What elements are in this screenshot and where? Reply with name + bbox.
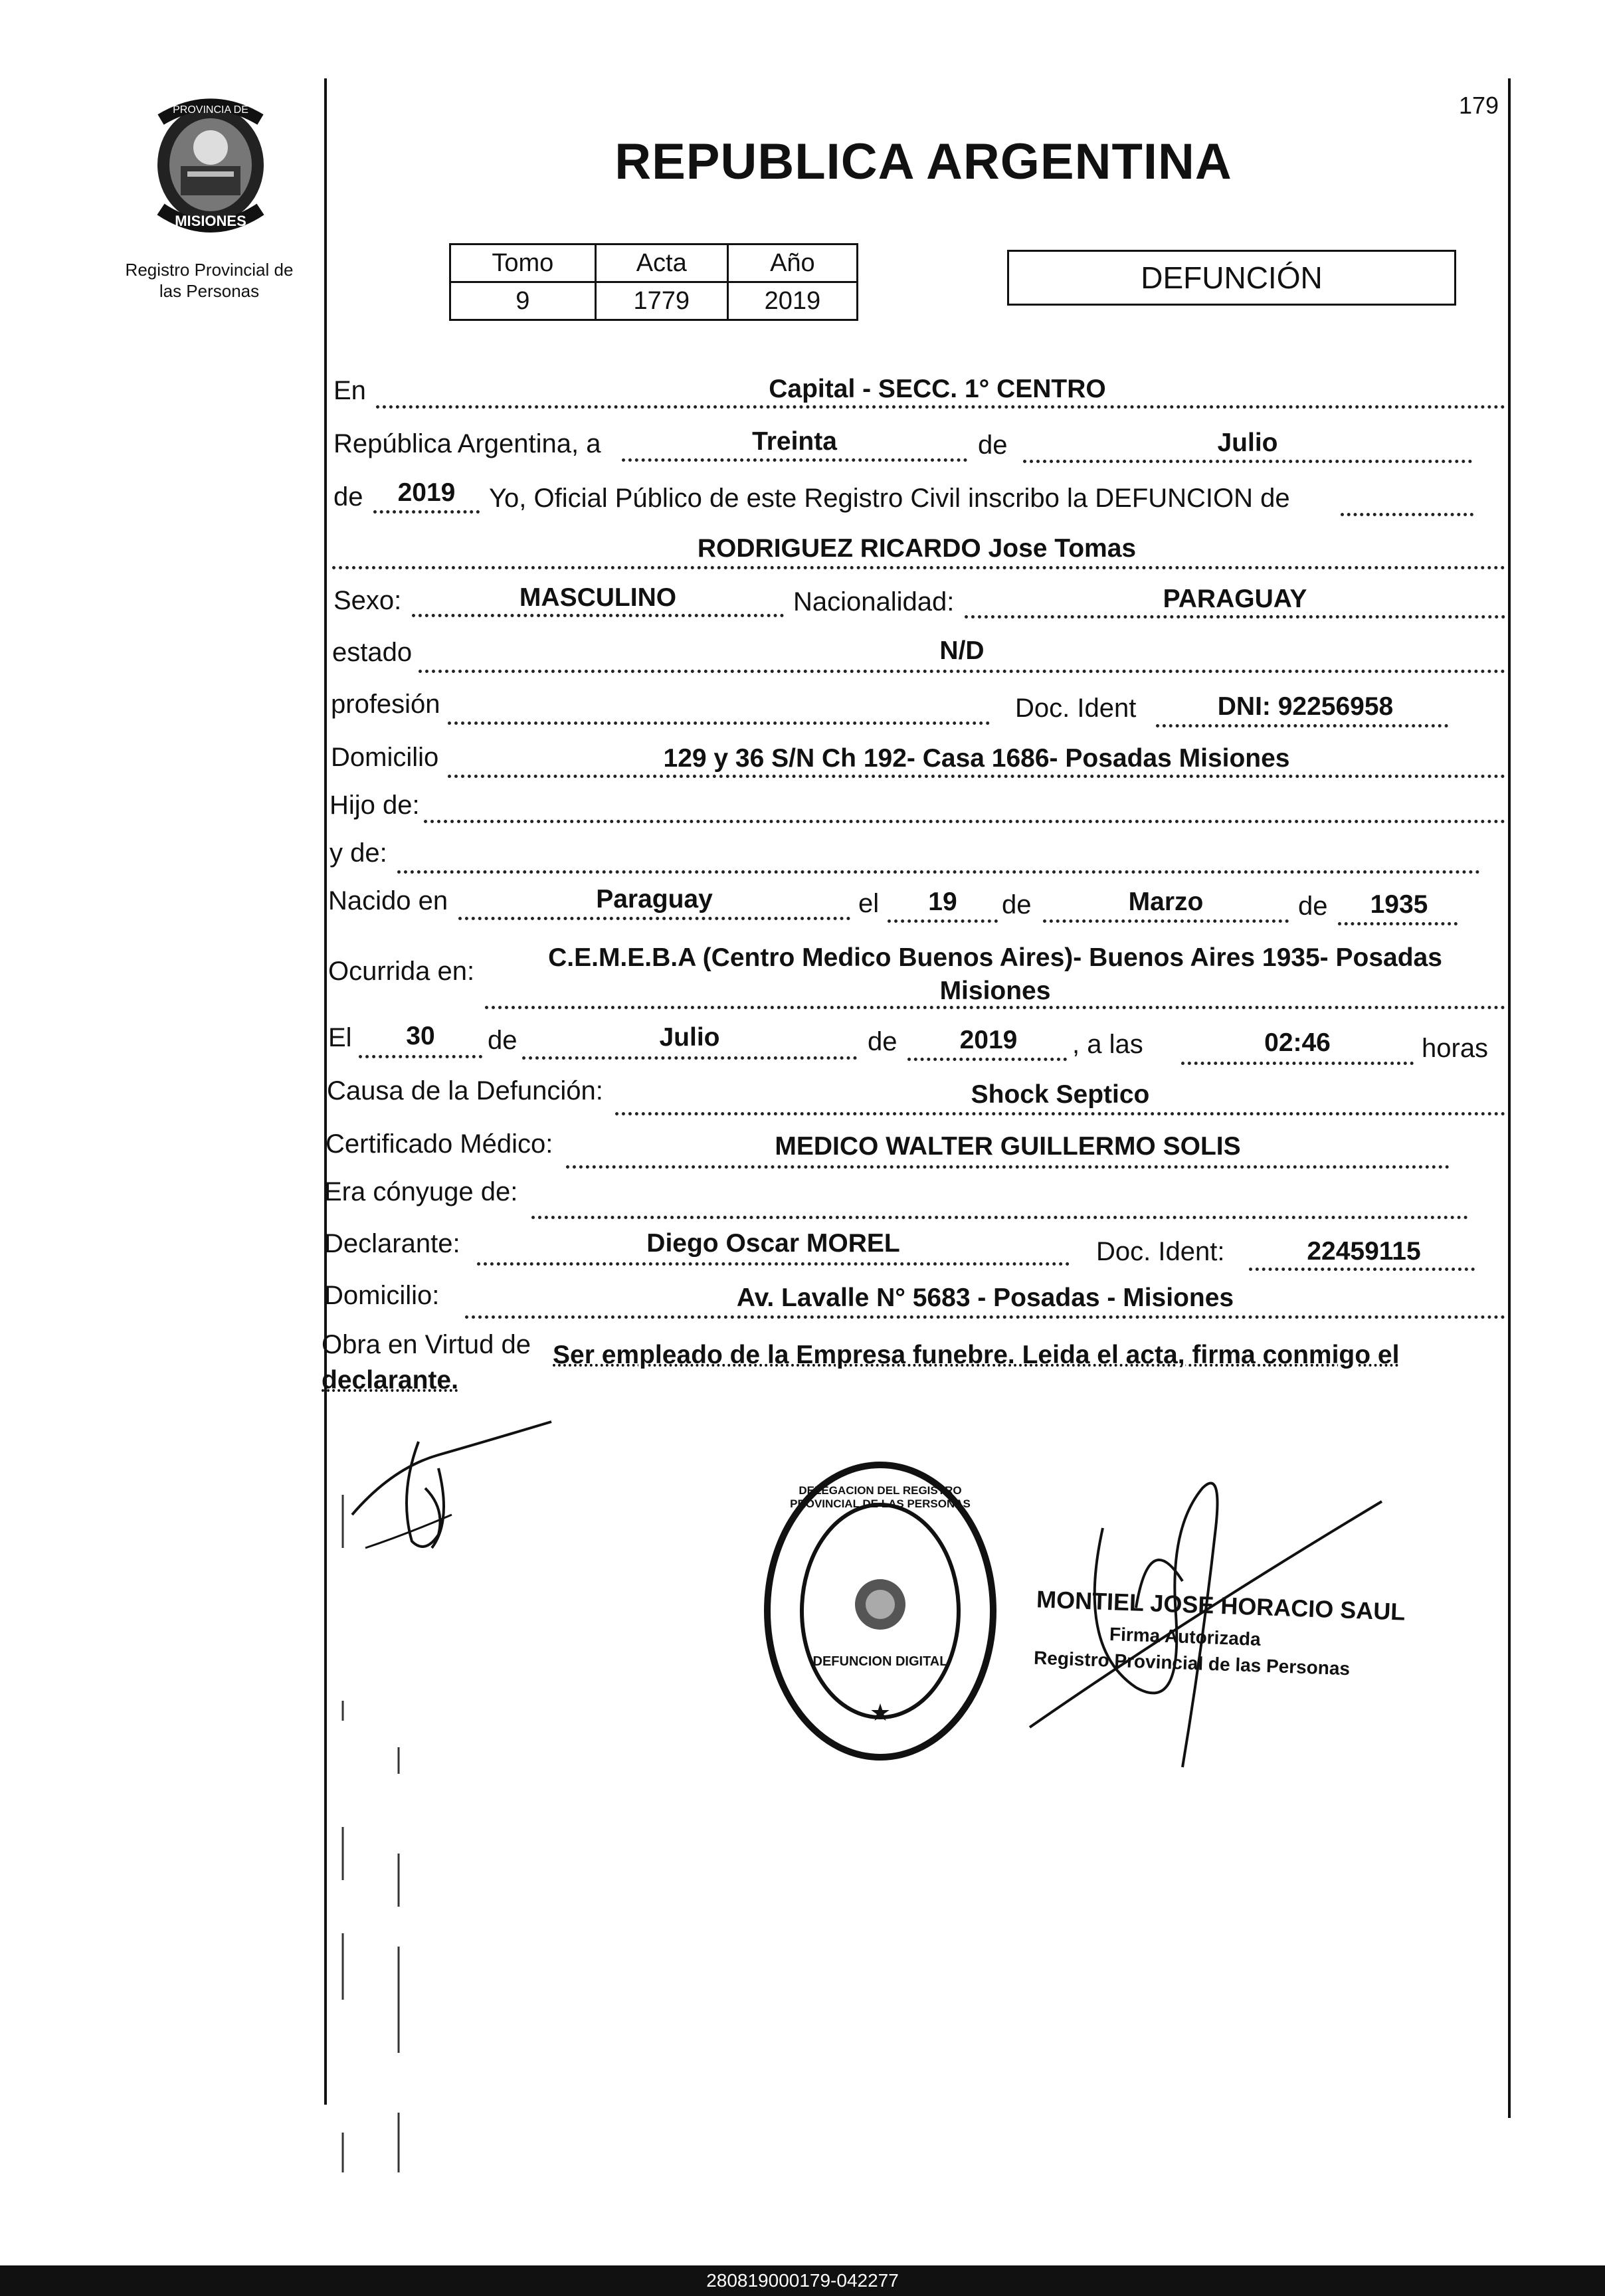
svg-text:PROVINCIA DE: PROVINCIA DE [173,104,248,116]
field-ocurrida-line2: Misiones [939,977,1051,1005]
dotline-nacido-en [458,917,850,920]
dotline-def-hora [1181,1062,1414,1065]
right-margin-line [1508,78,1511,2118]
label-de-nac-anio: de [1298,892,1328,921]
field-obra-line2: declarante. [322,1366,458,1394]
dotline-defuncion-de [1341,513,1473,516]
field-estado: N/D [939,636,985,665]
footer-code: 280819000179-042277 [706,2270,899,2291]
label-de-mes: de [978,430,1008,460]
label-republica: República Argentina, a [333,429,601,458]
dotline-sexo [412,614,784,617]
dotline-dia [622,458,967,462]
authority-role: Firma Autorizada [1109,1624,1262,1650]
dotline-hijo-de [424,820,1505,823]
dotline-domicilio-2 [465,1315,1505,1319]
dotline-mes [1023,460,1472,463]
field-dia-texto: Treinta [752,427,837,456]
label-de-def-anio: de [868,1027,897,1056]
dotline-doc-ident [1156,724,1448,727]
label-y-de: y de: [330,838,387,868]
dotline-anio [373,510,480,514]
label-hijo-de: Hijo de: [330,791,420,820]
dotline-nac-dia [888,919,998,923]
field-mes: Julio [1217,429,1278,457]
field-def-mes: Julio [659,1023,720,1052]
field-nac-mes: Marzo [1128,888,1204,916]
field-ocurrida-line1: C.E.M.E.B.A (Centro Medico Buenos Aires)- Buenos Aires 1935- Posadas [548,943,1442,972]
dotline-declarante [477,1262,1070,1266]
reference-table [449,243,858,321]
label-nacionalidad: Nacionalidad: [793,587,955,617]
label-declarante-doc: Doc. Ident: [1096,1237,1225,1266]
field-def-anio: 2019 [959,1026,1018,1054]
dotline-causa [615,1112,1505,1115]
registry-label [106,259,312,302]
footer-code-bar [0,2265,1605,2296]
label-de-nac-mes: de [1002,890,1032,919]
field-nac-dia: 19 [928,888,957,916]
field-declarante-doc: 22459115 [1307,1237,1421,1266]
dotline-ocurrida [485,1006,1505,1009]
dotline-profesion [448,721,990,725]
label-yo-oficial: Yo, Oficial Público de este Registro Civil inscribo la DEFUNCION de [489,484,1290,513]
label-obra: Obra en Virtud de [322,1330,531,1359]
official-stamp [757,1455,1003,1767]
scan-marks [337,1482,411,2179]
authority-office: Registro Provincial de las Personas [1033,1647,1351,1679]
field-anio: 2019 [397,478,456,507]
svg-text:MISIONES: MISIONES [175,213,246,229]
record-type: DEFUNCIÓN [1141,260,1323,295]
authority-name: MONTIEL JOSE HORACIO SAUL [1036,1585,1406,1626]
label-conyuge: Era cónyuge de: [324,1177,518,1206]
tomo-header: Tomo [450,244,596,282]
field-domicilio: 129 y 36 S/N Ch 192- Casa 1686- Posadas Misiones [663,744,1290,773]
field-nacido-en: Paraguay [596,885,713,913]
dotline-def-mes [522,1056,857,1060]
page-number: 179 [1459,92,1499,119]
province-logo [141,93,280,239]
field-doc-ident: DNI: 92256958 [1217,692,1394,721]
dotline-declarante-doc [1249,1268,1475,1271]
dotline-nacionalidad [965,615,1505,619]
field-certificado: MEDICO WALTER GUILLERMO SOLIS [775,1132,1241,1161]
label-horas: horas [1422,1034,1489,1063]
label-causa: Causa de la Defunción: [327,1076,603,1105]
tomo-value: 9 [450,282,596,320]
label-a-las: , a las [1072,1030,1143,1059]
dotline-nac-mes [1043,919,1289,923]
field-sexo: MASCULINO [519,583,677,612]
svg-text:★: ★ [869,1699,892,1726]
document-title: REPUBLICA ARGENTINA [614,134,1232,190]
field-nac-anio: 1935 [1370,890,1428,919]
record-type-box [1007,250,1456,306]
field-nombre: RODRIGUEZ RICARDO Jose Tomas [697,534,1137,563]
acta-header: Acta [595,244,727,282]
label-profesion: profesión [331,690,440,719]
dotline-conyuge [531,1216,1468,1219]
dotline-y-de [397,870,1480,874]
registry-line-2: las Personas [159,281,260,301]
field-def-hora: 02:46 [1264,1028,1331,1057]
label-el-nac: el [858,889,880,918]
label-domicilio-2: Domicilio: [324,1281,440,1310]
label-de-anio: de [333,482,363,512]
label-de-def-mes: de [488,1026,518,1055]
label-ocurrida-en: Ocurrida en: [328,957,475,986]
label-el-def: El [328,1023,352,1052]
field-def-dia: 30 [406,1022,435,1050]
stamp-ring-text: DELEGACION DEL REGISTRO PROVINCIAL DE LAS PERSONAS [790,1484,971,1510]
field-causa: Shock Septico [971,1080,1150,1109]
dotline-certificado [566,1165,1450,1169]
anio-header: Año [727,244,857,282]
label-en: En [333,376,366,405]
field-declarante-domicilio: Av. Lavalle N° 5683 - Posadas - Misiones [736,1284,1234,1312]
field-nacionalidad: PARAGUAY [1163,585,1307,613]
label-domicilio: Domicilio [331,743,439,772]
dotline-nombre [332,566,1505,569]
anio-value: 2019 [727,282,857,320]
dotline-domicilio [448,775,1505,778]
acta-value: 1779 [595,282,727,320]
dotline-def-dia [359,1055,482,1058]
label-certificado: Certificado Médico: [326,1129,553,1159]
label-estado: estado [332,638,413,667]
label-declarante: Declarante: [324,1229,460,1258]
label-sexo: Sexo: [333,586,402,615]
label-nacido-en: Nacido en [328,886,448,915]
registry-line-1: Registro Provincial de [125,260,294,280]
label-doc-ident: Doc. Ident [1015,694,1137,723]
dotline-def-anio [907,1058,1067,1061]
field-obra-line1: Ser empleado de la Empresa funebre. Leida el acta, firma conmigo el [553,1341,1400,1369]
field-lugar: Capital - SECC. 1° CENTRO [769,375,1106,403]
dotline-nac-anio [1338,922,1458,925]
field-declarante: Diego Oscar MOREL [646,1229,900,1258]
stamp-inner-text: DEFUNCION DIGITAL [812,1654,948,1669]
dotline-estado [419,670,1505,673]
dotline-en [376,405,1505,409]
